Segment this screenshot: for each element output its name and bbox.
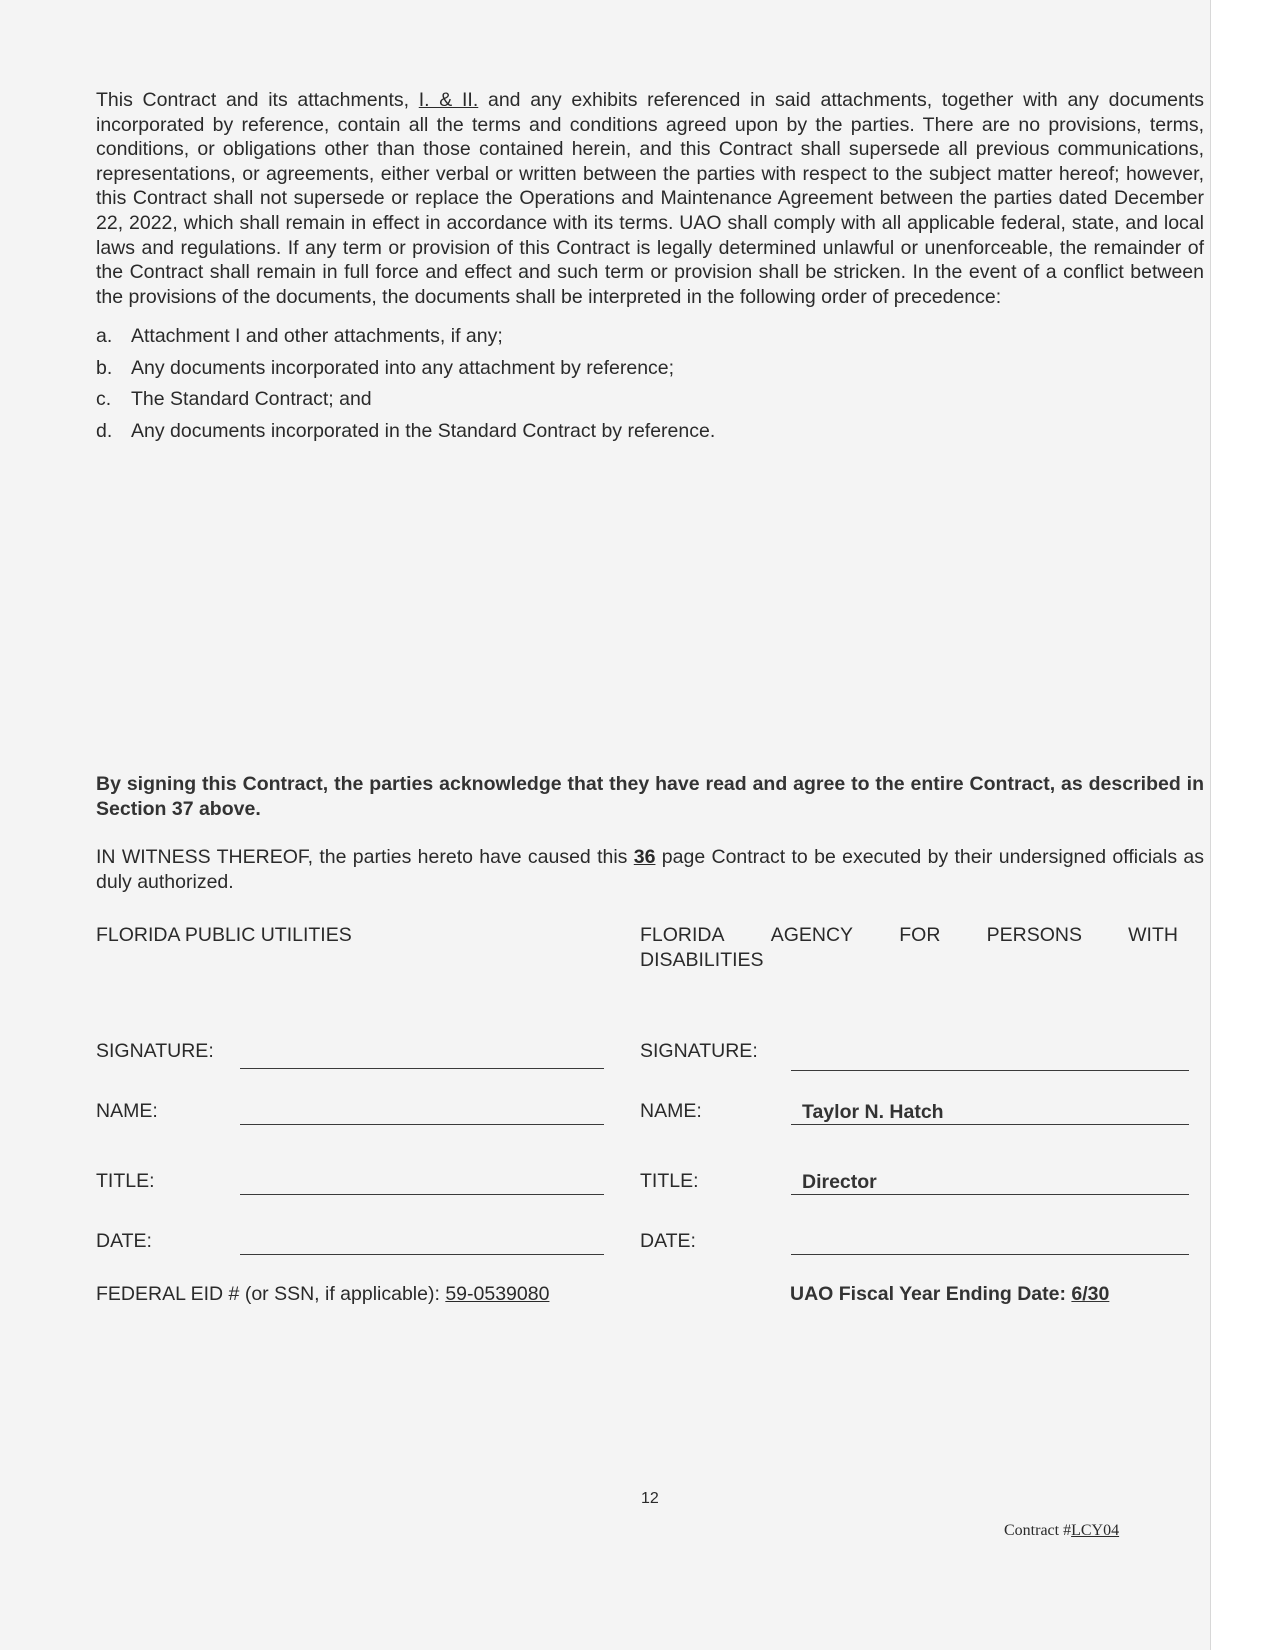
left-party-name: FLORIDA PUBLIC UTILITIES bbox=[96, 924, 352, 946]
precedence-list bbox=[96, 321, 1204, 447]
page-number: 12 bbox=[641, 1490, 659, 1507]
right-signature-label: SIGNATURE: bbox=[640, 1040, 758, 1062]
list-item: b. Any documents incorporated into any attachment by reference; bbox=[96, 356, 675, 379]
right-name-value: Taylor N. Hatch bbox=[802, 1101, 944, 1123]
right-date-line[interactable] bbox=[791, 1254, 1189, 1255]
right-title-line bbox=[791, 1194, 1189, 1195]
precedence-paragraph: This Contract and its attachments, I. & II. and any exhibits referenced in said attachments, together with any documents incorporated by reference, contain all the terms and conditions agreed upon by the parties. There are no provisions, terms, conditions, or obligations other than those contained herein, and this Contract shall supersede all previous communications, representations, or agreements, either verbal or written between the parties with respect to the subject matter hereof; however, this Contract shall not supersede or replace the Operations and Maintenance Agreement between the parties dated December 22, 2022, which shall remain in effect in accordance with its terms. UAO shall comply with all applicable federal, state, and local laws and regulations. If any term or provision of this Contract is legally determined unlawful or unenforceable, the remainder of the Contract shall remain in full force and effect and such term or provision shall be stricken. In the event of a conflict between the provisions of the documents, the documents shall be interpreted in the following order of precedence: bbox=[96, 89, 1204, 308]
fiscal-year-ending: UAO Fiscal Year Ending Date: 6/30 bbox=[790, 1283, 1110, 1305]
federal-eid-value: 59-0539080 bbox=[445, 1283, 550, 1305]
federal-eid: FEDERAL EID # (or SSN, if applicable): 59-0539080 bbox=[96, 1283, 550, 1305]
page-edge bbox=[1210, 0, 1275, 1650]
left-title-label: TITLE: bbox=[96, 1170, 155, 1192]
contract-body bbox=[96, 88, 1204, 447]
left-title-line[interactable] bbox=[240, 1194, 604, 1195]
right-date-label: DATE: bbox=[640, 1230, 696, 1252]
right-signature-line[interactable] bbox=[791, 1070, 1189, 1071]
right-name-line bbox=[791, 1124, 1189, 1125]
right-title-label: TITLE: bbox=[640, 1170, 699, 1192]
right-title-value: Director bbox=[802, 1171, 877, 1193]
left-date-line[interactable] bbox=[240, 1254, 604, 1255]
left-name-line[interactable] bbox=[240, 1124, 604, 1125]
list-item: d. Any documents incorporated in the Standard Contract by reference. bbox=[96, 419, 716, 442]
right-party-name: FLORIDA AGENCY FOR PERSONS WITH DISABILITIES bbox=[640, 924, 1178, 971]
page-count: 36 bbox=[633, 846, 656, 868]
attachments-reference: I. & II. bbox=[418, 89, 479, 111]
list-item: a. Attachment I and other attachments, if any; bbox=[96, 325, 503, 348]
left-signature-line[interactable] bbox=[240, 1068, 604, 1069]
left-date-label: DATE: bbox=[96, 1230, 152, 1252]
left-name-label: NAME: bbox=[96, 1100, 158, 1122]
left-signature-label: SIGNATURE: bbox=[96, 1040, 214, 1062]
witness-paragraph: IN WITNESS THEREOF, the parties hereto have caused this 36 page Contract to be executed by their undersigned officials as duly authorized. bbox=[96, 846, 1205, 893]
acknowledgement-paragraph: By signing this Contract, the parties acknowledge that they have read and agree to the entire Contract, as described in Section 37 above. bbox=[96, 773, 1204, 820]
right-name-label: NAME: bbox=[640, 1100, 702, 1122]
contract-number: Contract #LCY04 bbox=[1004, 1522, 1120, 1539]
list-item: c. The Standard Contract; and bbox=[96, 388, 372, 411]
fiscal-year-value: 6/30 bbox=[1071, 1283, 1110, 1305]
